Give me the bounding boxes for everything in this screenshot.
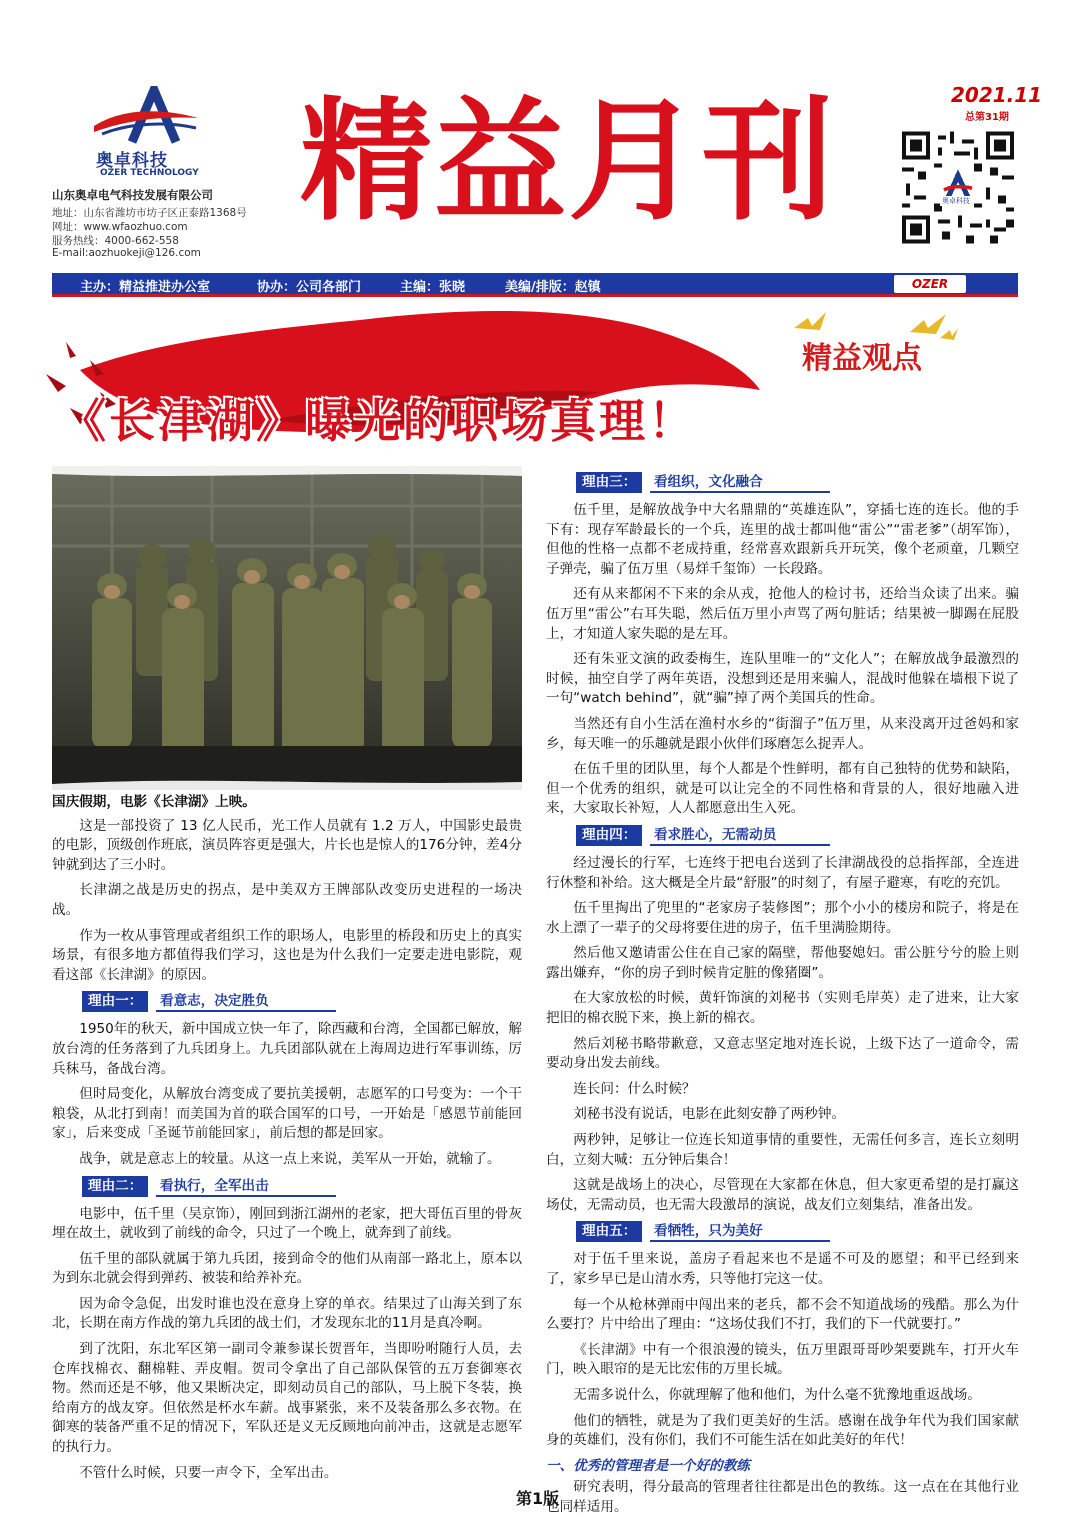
reason-one-header [82, 991, 312, 1014]
sub-heading: 一、优秀的管理者是一个好的教练 [546, 1457, 750, 1474]
bar-host: 主办：精益推进办公室 [80, 280, 211, 295]
masthead-title: 精益月刊 [300, 84, 836, 239]
reason-three-header [576, 472, 806, 495]
company-address: 地址：山东省潍坊市坊子区正泰路1368号 [52, 207, 247, 219]
movie-still-photo [52, 466, 522, 790]
qr-caption: 奥卓科技 [942, 197, 970, 205]
paragraph: 经过漫长的行军，七连终于把电台送到了长津湖战役的总指挥部，全连进行休整和补给。这大概是全片最“舒服”的时刻了，有屋子避寒，有吃的充饥。 [546, 854, 1019, 891]
company-name: 山东奥卓电气科技发展有限公司 [52, 188, 213, 202]
paragraph: 作为一枚从事管理或者组织工作的职场人，电影里的桥段和历史上的真实场景，有很多地方都值得我们学习，这也是为什么我们一定要走进电影院，观看这部《长津湖》的原因。 [52, 927, 522, 983]
left-column [52, 793, 522, 1489]
reason-title: 看组织，文化融合 [650, 472, 830, 493]
paragraph: 电影中，伍千里（吴京饰），刚回到浙江湖州的老家，把大哥伍百里的骨灰埋在故土，就收到了前线的命令，只过了一个晚上，就奔到了前线。 [52, 1205, 522, 1242]
issue-date: 2021.11 [951, 83, 1043, 107]
paragraph: 然后刘秘书略带歉意，又意志坚定地对连长说，上级下达了一道命令，需要动身出发去前线。 [546, 1035, 1019, 1072]
logo-text-cn: 奥卓科技 [96, 151, 168, 171]
paragraph: 《长津湖》中有一个很浪漫的镜头，伍万里跟哥哥吵架要跳车，打开火车门，映入眼帘的是无比宏伟的万里长城。 [546, 1341, 1019, 1378]
paragraph: 战争，就是意志上的较量。从这一点上来说，美军从一开始，就输了。 [79, 1150, 501, 1167]
paragraph: 长津湖之战是历史的拐点，是中美双方王牌部队改变历史进程的一场决战。 [52, 882, 522, 918]
paragraph: 每一个从枪林弹雨中闯出来的老兵，都不会不知道战场的残酷。那么为什么要打？片中给出了理由：“这场仗我们不打，我们的下一代就要打。” [546, 1296, 1019, 1333]
reason-tag: 理由三： [576, 472, 642, 493]
company-hotline: 服务热线：4000-662-558 [52, 235, 179, 247]
page-number: 第1版 [516, 1489, 560, 1508]
paragraph: 但时局变化，从解放台湾变成了要抗美援朝，志愿军的口号变为：一个干粮袋，从北打到南！而美国为首的联合国军的口号，一开始是「感恩节前能回家」，后来变成「圣诞节前能回家」，前后想的都是回家。 [52, 1086, 522, 1142]
paragraph: 到了沈阳，东北军区第一副司令兼参谋长贺晋年，当即吩咐随行人员，去仓库找棉衣、翻棉鞋、弄皮帽。贺司令拿出了自己部队保管的五万套御寒衣物。然而还是不够，他又果断决定，即刻动员自己的部队，马上脱下冬装，换给南方的战友穿。但依然是杯水车薪。战事紧张，来不及装备那么多衣物。在御寒的装备严重不足的情况下，军队还是义无反顾地向前冲击，这就是志愿军的执行力。 [52, 1341, 522, 1456]
paragraph: 伍千里掏出了兜里的“老家房子装修图”；那个小小的楼房和院子，将是在水上漂了一辈子的父母将要住进的房子，伍千里满脸期待。 [546, 900, 1019, 936]
issue-number: 总第31期 [965, 112, 1009, 123]
reason-two-header [82, 1176, 312, 1199]
qr-code-icon [902, 130, 1014, 245]
masthead-info-bar [52, 273, 1018, 297]
paragraph: 1950年的秋天，新中国成立快一年了，除西藏和台湾，全国都已解放，解放台湾的任务落到了九兵团身上。九兵团部队就在上海周边进行军事训练，厉兵秣马，备战台湾。 [52, 1021, 522, 1077]
paragraph: 不管什么时候，只要一声令下，全军出击。 [79, 1464, 338, 1481]
paragraph: 还有从来都闲不下来的余从戎，抢他人的检讨书，还给当众读了出来。骗伍万里“雷公”右耳失聪，然后伍万里小声骂了两句脏话；结果被一脚踢在屁股上，才知道人家失聪的是左耳。 [546, 586, 1019, 642]
paragraph: 刘秘书没有说话，电影在此刻安静了两秒钟。 [573, 1106, 846, 1123]
bar-co-host: 协办：公司各部门 [257, 280, 362, 295]
reason-title: 看意志，决定胜负 [156, 991, 336, 1012]
soldiers-photo-icon [52, 466, 522, 790]
company-website[interactable]: 网址：www.wfaozhuo.com [52, 221, 188, 233]
paragraph: 他们的牺牲，就是为了我们更美好的生活。感谢在战争年代为我们国家献身的英雄们，没有你们，我们不可能生活在如此美好的年代！ [546, 1412, 1019, 1449]
paragraph: 研究表明，得分最高的管理者往往都是出色的教练。这一点在在其他行业也同样适用。 [546, 1479, 1019, 1515]
paragraph: 这是一部投资了 13 亿人民币，光工作人员就有 1.2 万人，中国影史最贵的电影，顶级创作班底，演员阵容更是强大，片长也是惊人的176分钟，差4分钟就到达了三小时。 [52, 817, 522, 873]
right-column [546, 468, 1019, 1524]
paragraph: 当然还有自小生活在渔村水乡的“街溜子”伍万里，从来没离开过爸妈和家乡，每天唯一的乐趣就是跟小伙伴们琢磨怎么捉弄人。 [546, 715, 1019, 752]
bar-designer: 美编/排版：赵镇 [505, 280, 601, 295]
paragraph: 伍千里的部队就属于第九兵团，接到命令的他们从南部一路北上，原本以为到东北就会得到弹药、被装和给养补充。 [52, 1250, 522, 1287]
article-headline: 《长津湖》曝光的职场真理！ [60, 394, 697, 448]
paragraph: 然后他又邀请雷公住在自己家的隔壁，帮他娶媳妇。雷公脏兮兮的脸上则露出嫌弃，“你的房子到时候肯定脏的像猪圈”。 [546, 945, 1019, 981]
section-tag: 精益观点 [802, 341, 922, 376]
reason-title: 看执行，全军出击 [156, 1176, 336, 1197]
paragraph: 在伍千里的团队里，每个人都是个性鲜明，都有自己独特的优势和缺陷，但一个优秀的组织，就是可以让完全的不同性格和背景的人，很好地融入进来，大家取长补短，人人都愿意出生入死。 [546, 761, 1019, 817]
article-lead: 国庆假期，电影《长津湖》上映。 [52, 794, 256, 810]
paragraph: 无需多说什么，你就理解了他和他们，为什么毫不犹豫地重返战场。 [573, 1386, 981, 1403]
logo-text-en: OZER TECHNOLOGY [100, 168, 199, 178]
ozer-brand-badge: OZER [894, 275, 966, 293]
reason-tag: 理由二： [82, 1176, 148, 1197]
reason-tag: 理由五： [576, 1221, 642, 1242]
paragraph: 连长问：什么时候？ [573, 1080, 696, 1097]
reason-title: 看牺牲，只为美好 [650, 1221, 830, 1242]
paragraph: 这就是战场上的决心，尽管现在大家都在休息，但大家更希望的是打赢这场仗，无需动员，也无需大段激昂的演说，战友们立刻集结，准备出发。 [546, 1177, 1019, 1213]
paragraph: 因为命令急促，出发时谁也没在意身上穿的单衣。结果过了山海关到了东北，长期在南方作战的第九兵团的战士们，才发现东北的11月是真冷啊。 [52, 1295, 522, 1332]
paragraph: 还有朱亚文演的政委梅生，连队里唯一的“文化人”；在解放战争最激烈的时候，抽空自学了两年英语，没想到还是用来骗人，混战时他躲在墙根下说了一句“watch behind”，就“骗”掉了两个美国兵的性命。 [546, 651, 1019, 707]
bar-editor: 主编：张晓 [400, 280, 466, 295]
paragraph: 伍千里，是解放战争中大名鼎鼎的“英雄连队”，穿插七连的连长。他的手下有：现存军龄最长的一个兵，连里的战士都叫他“雷公”“雷老爹”（胡军饰），但他的性格一点都不老成持重，经常喜欢跟新兵开玩笑，像个老顽童，几颗空子弹壳，骗了伍万里（易烊千玺饰）一长段路。 [546, 502, 1019, 577]
paragraph: 对于伍千里来说，盖房子看起来也不是遥不可及的愿望；和平已经到来了，家乡早已是山清水秀，只等他打完这一仗。 [546, 1251, 1019, 1287]
reason-title: 看求胜心，无需动员 [650, 825, 830, 846]
paragraph: 两秒钟，足够让一位连长知道事情的重要性，无需任何多言，连长立刻明白，立刻大喊：五分钟后集合！ [546, 1132, 1019, 1168]
company-logo-icon [92, 86, 200, 144]
reason-four-header [576, 825, 806, 848]
company-email[interactable]: E-mail:aozhuokeji@126.com [52, 247, 201, 259]
reason-tag: 理由一： [82, 991, 148, 1012]
paragraph: 在大家放松的时候，黄轩饰演的刘秘书（实则毛岸英）走了进来，让大家把旧的棉衣脱下来，换上新的棉衣。 [546, 990, 1019, 1027]
reason-five-header [576, 1221, 806, 1244]
reason-tag: 理由四： [576, 825, 642, 846]
